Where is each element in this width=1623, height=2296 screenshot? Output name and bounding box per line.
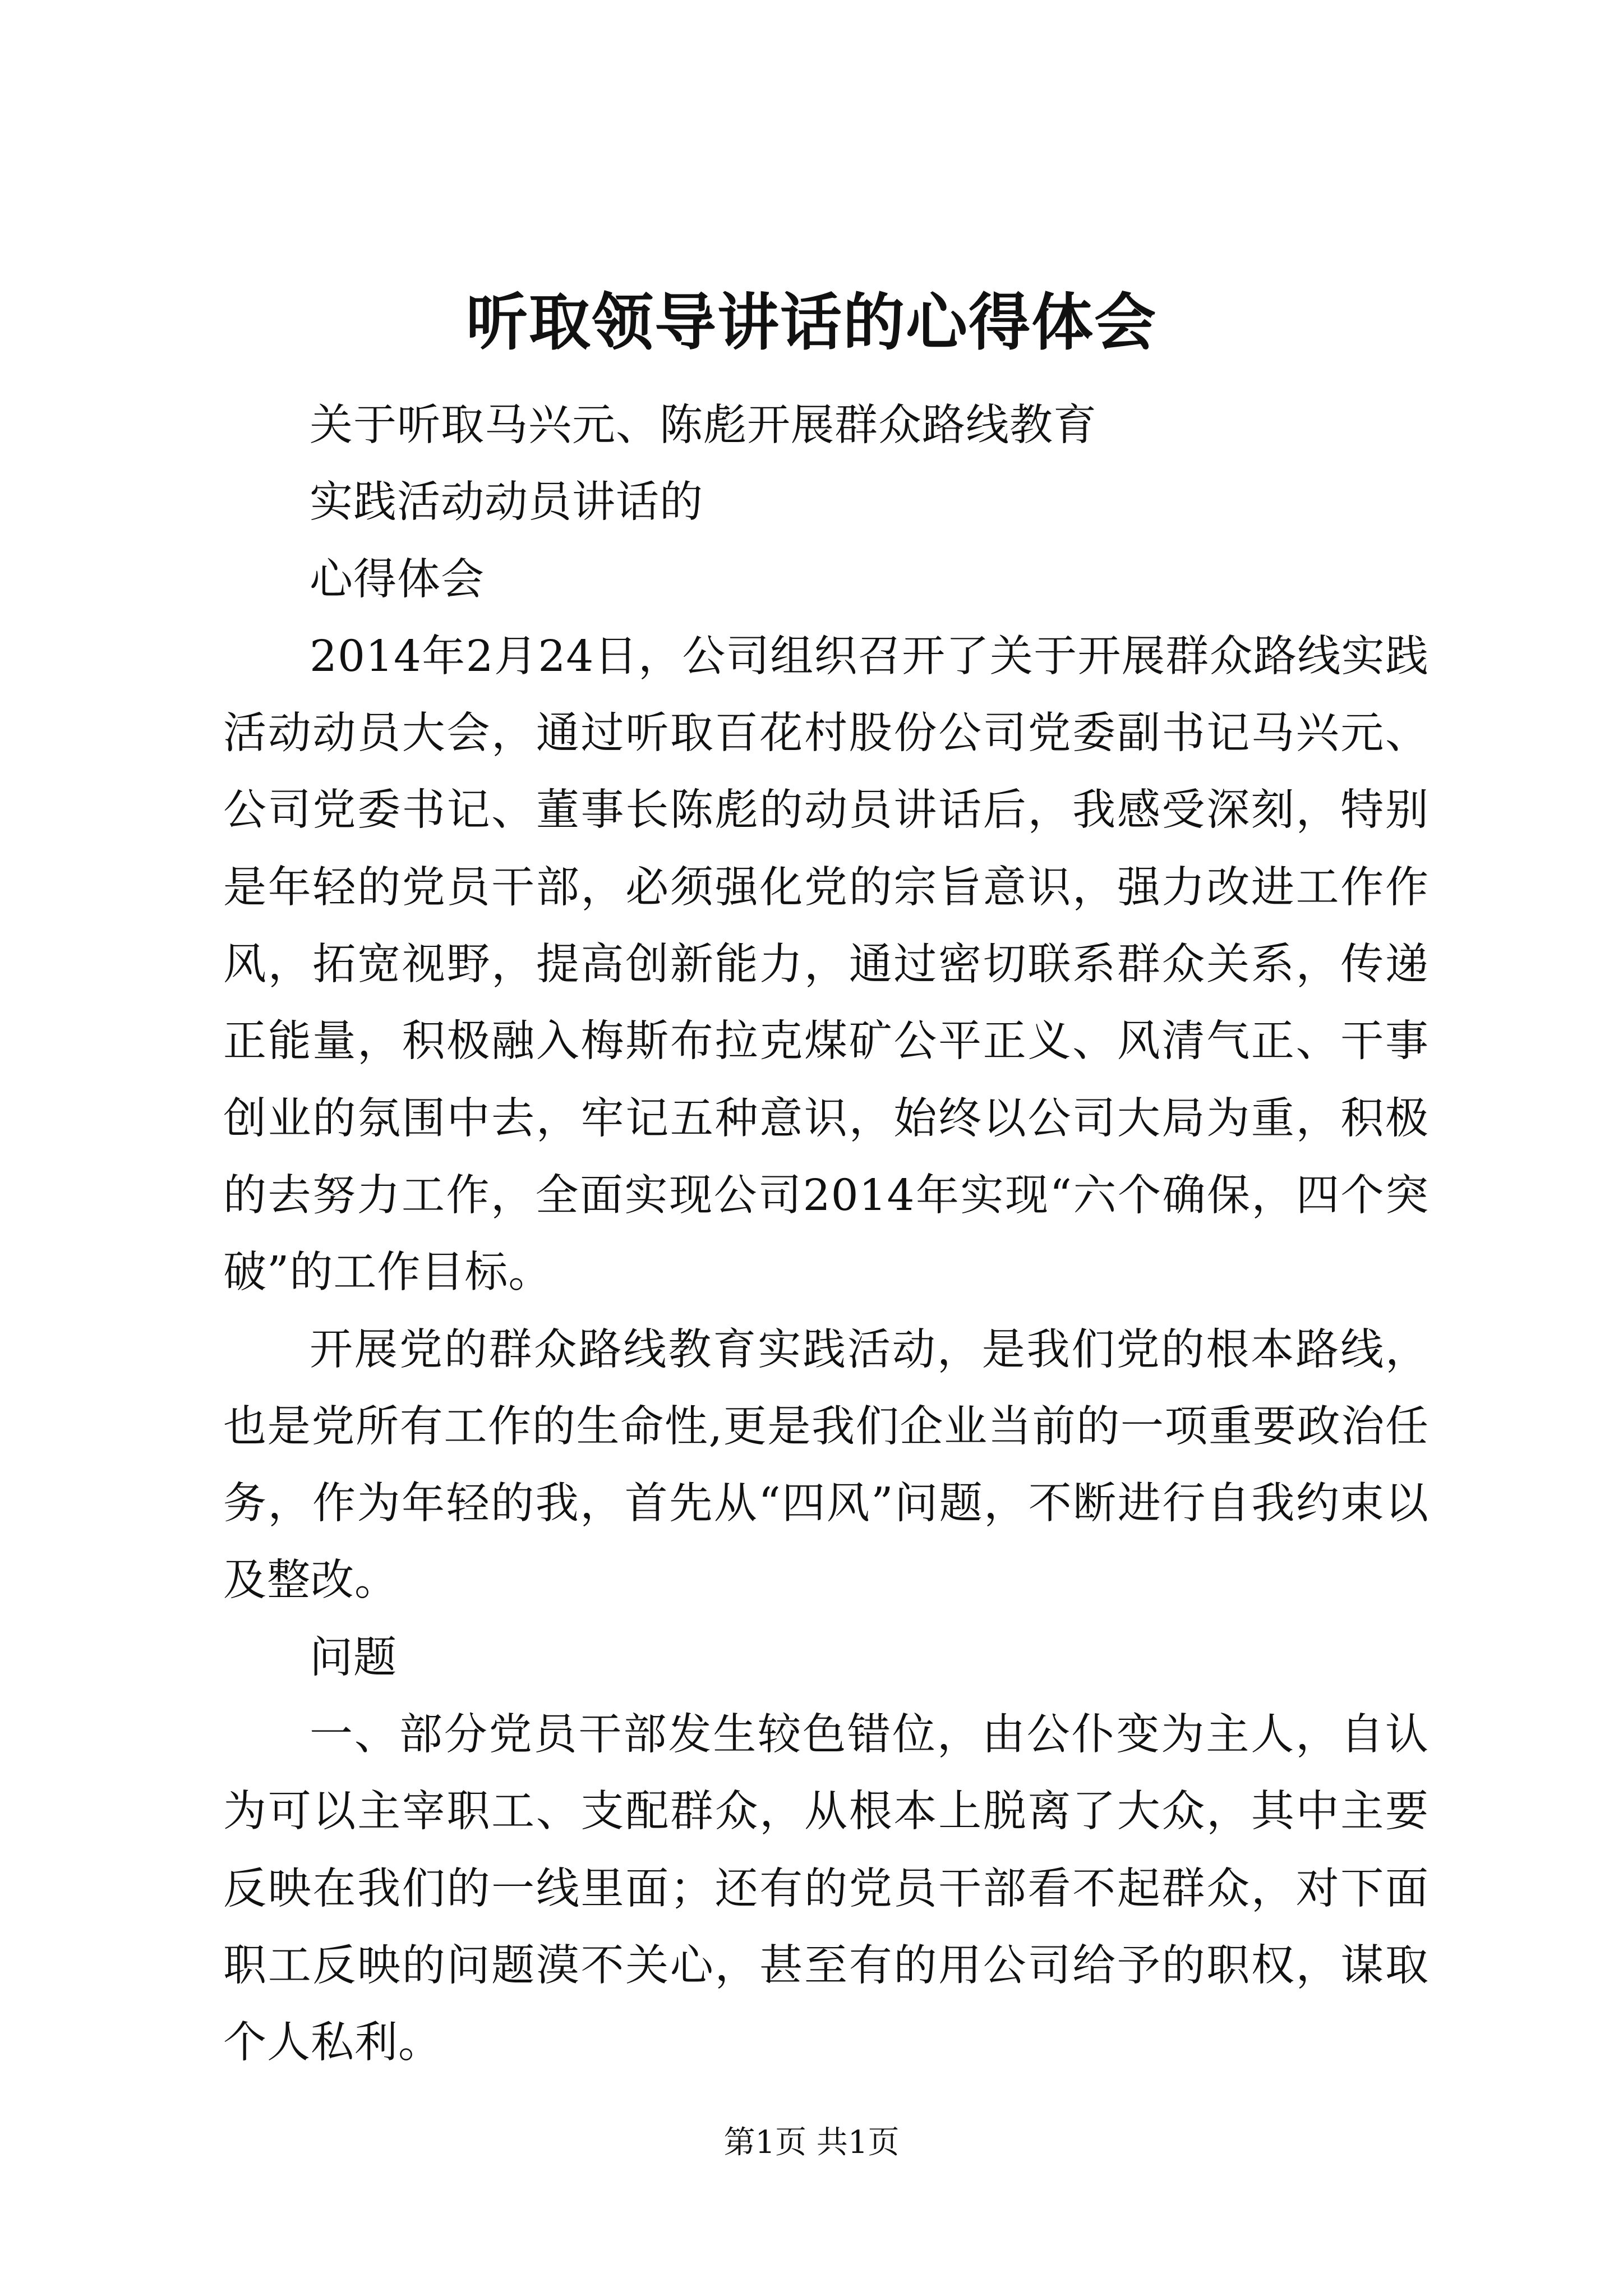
page-footer: 第1页 共1页 xyxy=(723,2124,900,2161)
paragraph-subtitle-3: 心得体会 xyxy=(310,554,485,605)
paragraph-subtitle-2: 实践活动动员讲话的 xyxy=(310,477,703,528)
paragraph-problem-1: 一、部分党员干部发生较色错位，由公仆变为主人，自认为可以主宰职工、支配群众，从根本上脱离了大众，其中主要反映在我们的一线里面；还有的党员干部看不起群众，对下面职工反映的问题漠不关心，甚至有的用公司给予的职权，谋取个人私利。 xyxy=(223,1710,1429,2068)
paragraph-activity: 开展党的群众路线教育实践活动，是我们党的根本路线，也是党所有工作的生命性,更是我们企业当前的一项重要政治任务，作为年轻的我，首先从“四风”问题，不断进行自我约束以及整改。 xyxy=(223,1324,1429,1606)
paragraph-heading-problems: 问题 xyxy=(310,1632,397,1683)
document-title: 听取领导讲话的心得体会 xyxy=(466,286,1157,358)
paragraph-meeting: 2014年2月24日，公司组织召开了关于开展群众路线实践活动动员大会，通过听取百花村股份公司党委副书记马兴元、公司党委书记、董事长陈彪的动员讲话后，我感受深刻，特别是年轻的党员干部，必须强化党的宗旨意识，强力改进工作作风，拓宽视野，提高创新能力，通过密切联系群众关系，传递正能量，积极融入梅斯布拉克煤矿公平正义、风清气正、干事创业的氛围中去，牢记五种意识，始终以公司大局为重，积极的去努力工作，全面实现公司2014年实现“六个确保，四个突破”的工作目标。 xyxy=(223,631,1429,1298)
paragraph-subtitle-1: 关于听取马兴元、陈彪开展群众路线教育 xyxy=(310,401,1097,450)
document-body xyxy=(223,387,1429,2082)
